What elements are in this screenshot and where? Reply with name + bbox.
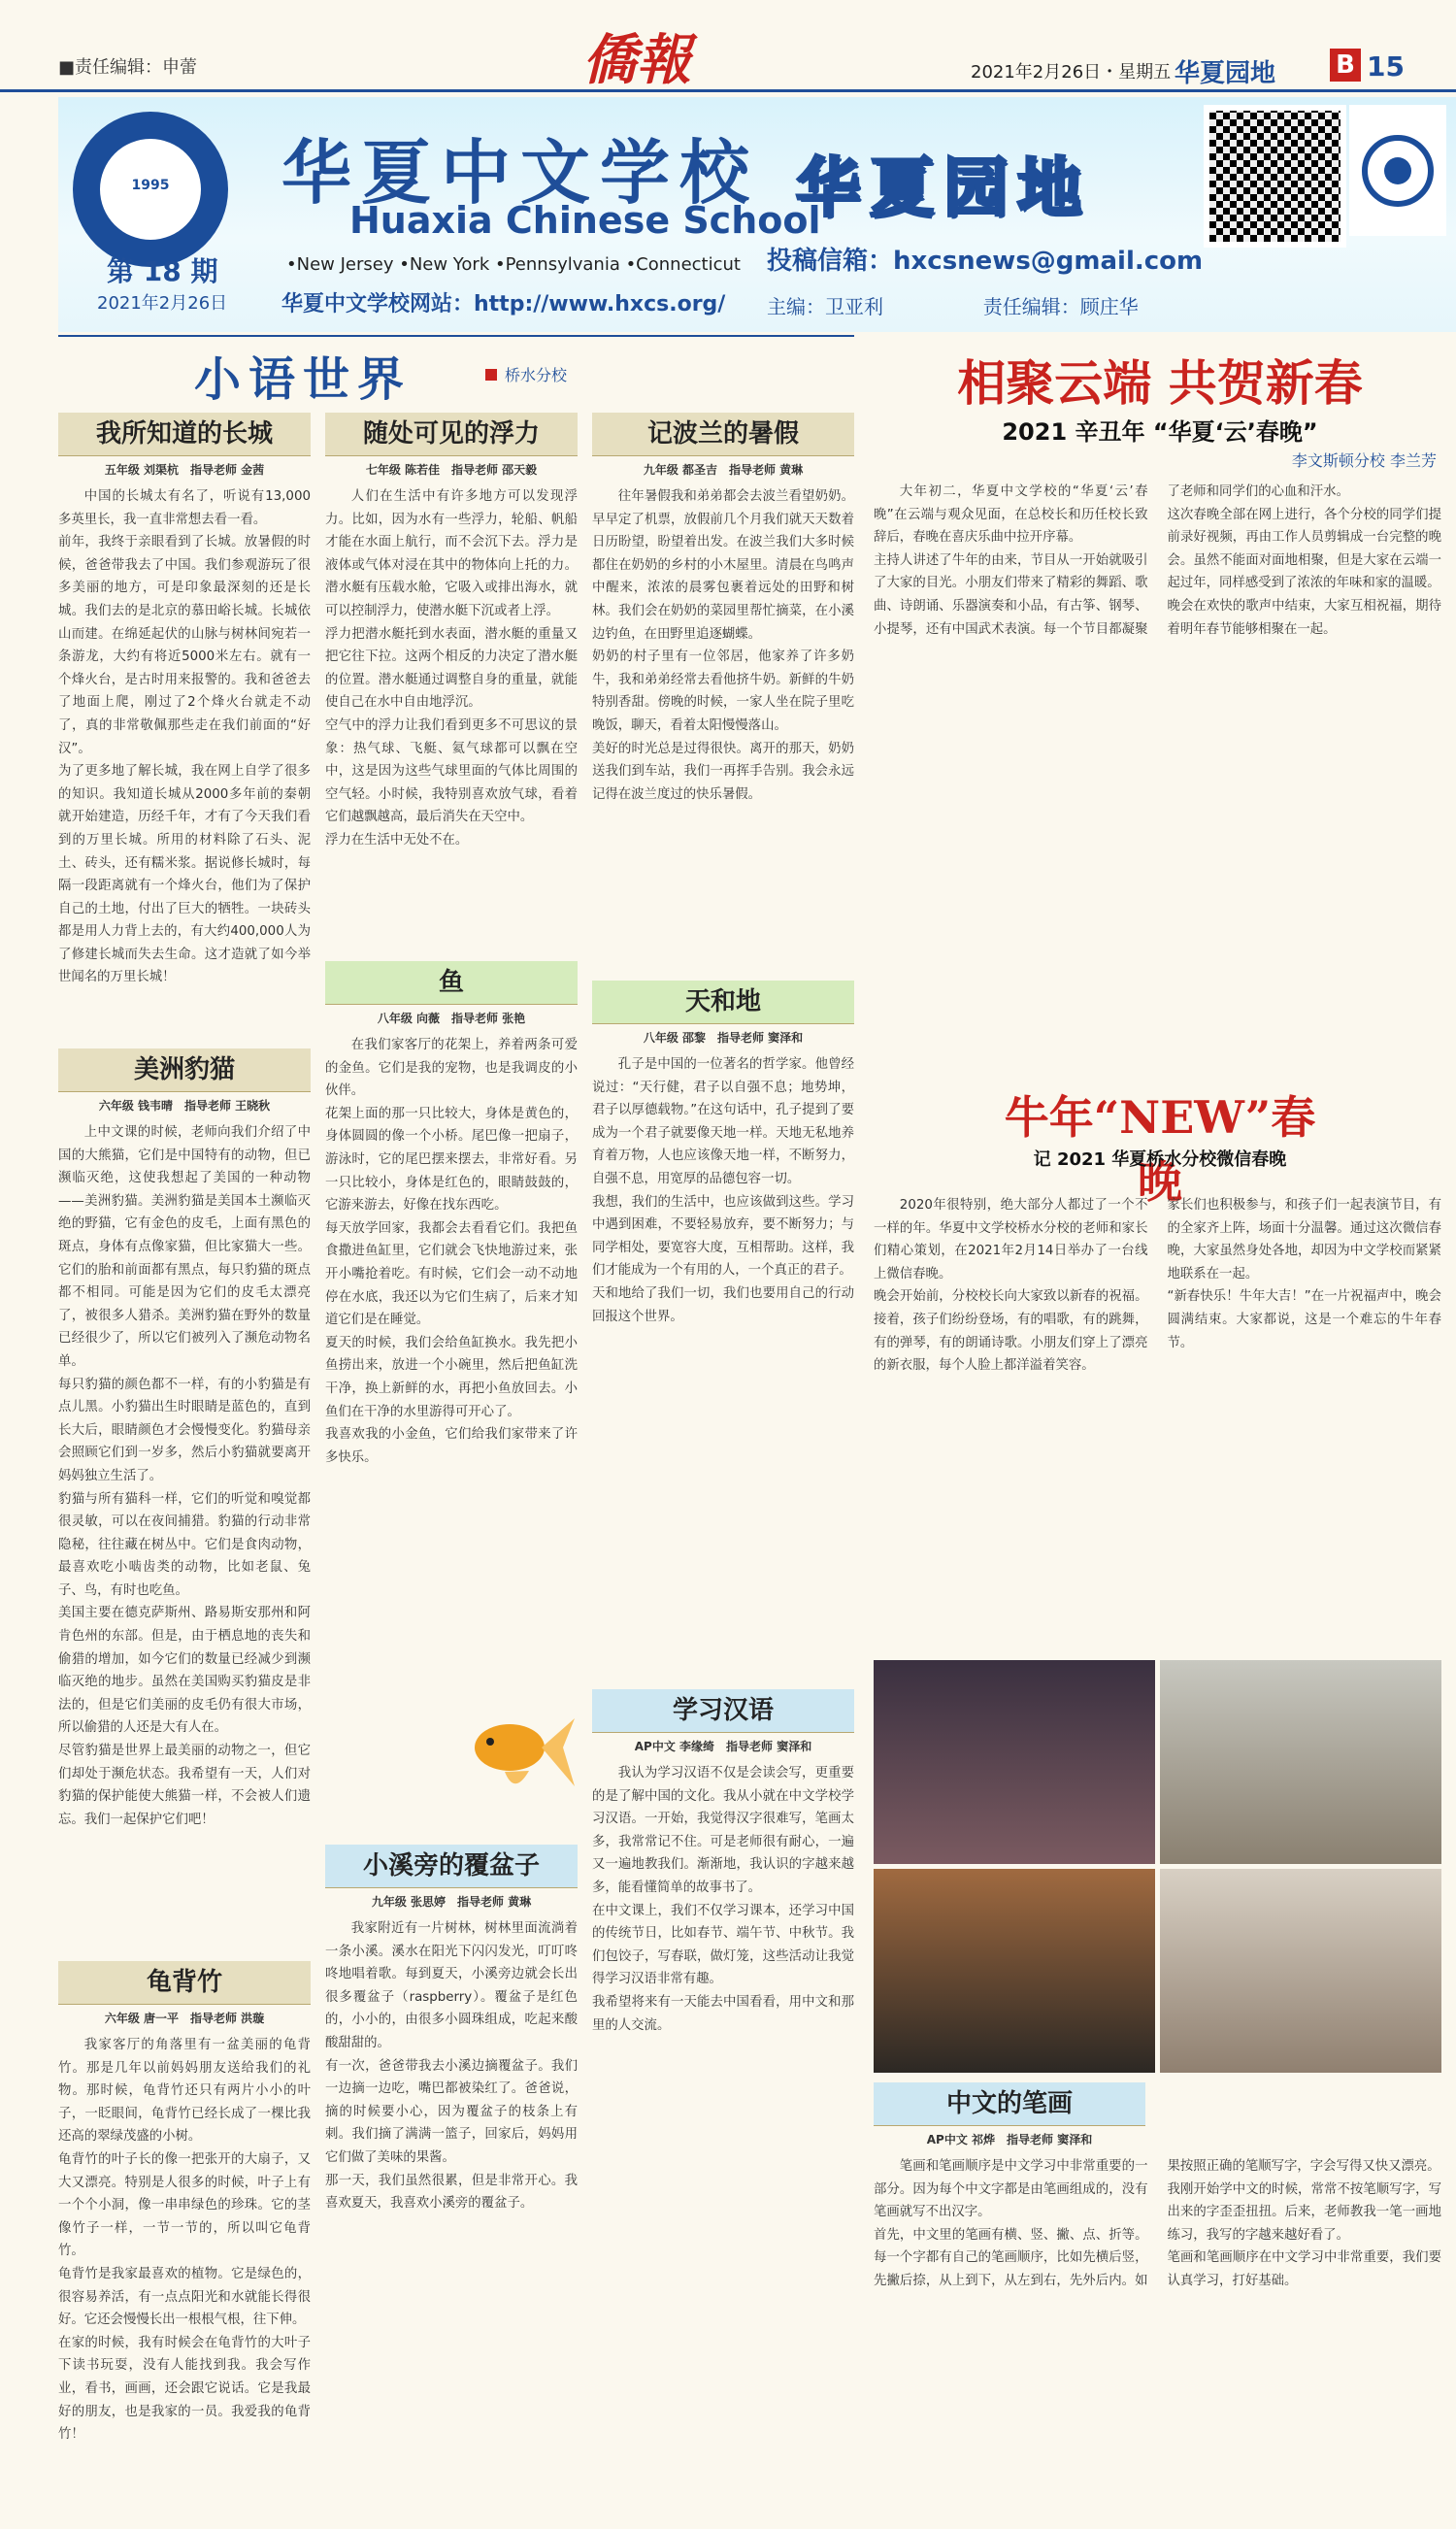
article-title: 天和地: [592, 981, 854, 1024]
article-byline: 九年级 张思婷 指导老师 黄琳: [371, 1895, 532, 1909]
newspaper-logo: 僑報: [582, 28, 691, 92]
article-body: 我家客厅的角落里有一盆美丽的龟背竹。那是几年以前妈妈朋友送给我们的礼物。那时候，龟背竹还只有两片小小的叶子，一眨眼间，龟背竹已经长成了一棵比我还高的翠绿茂盛的小树。 龟背竹的叶子长的像一把张开的大扇子，又大又漂亮。特别是人很多的时候，叶子上有一个个小洞，像一串串绿色的珍珠。它的茎像竹子一样，一节一节的，所以叫它龟背竹。 龟背竹是我家最喜欢的植物。它是绿色的，很容易养活，有一点点阳光和水就能长得很好。它还会慢慢长出一根根气根，往下伸。 在家的时候，我有时候会在龟背竹的大叶子下读书玩耍，没有人能找到我。我会写作业，看书，画画，还会跟它说话。它是我最好的朋友，也是我家的一员。我爱我的龟背竹！: [58, 2038, 311, 2443]
article-title: 中文的笔画: [874, 2082, 1145, 2126]
feature2-subtitle: 记 2021 华夏桥水分校微信春晚: [1033, 1149, 1287, 1170]
feature-body: 大年初二，华夏中文学校的“华夏‘云’春晚”在云端与观众见面，在总校长和历任校长致辞后，春晚在喜庆乐曲中拉开序幕。 主持人讲述了牛年的由来，节目从一开始就吸引了大家的目光。小朋友们带来了精彩的舞蹈、歌曲、诗朗诵、乐器演奏和小品，有古筝、钢琴、小提琴，还有中国武术表演。每一个节目都凝聚了老师和同学们的心血和汗水。 这次春晚全部在网上进行，各个分校的同学们提前录好视频，再由工作人员剪辑成一台完整的晚会。虽然不能面对面地相聚，但是大家在云端一起过年，同样感受到了浓浓的年味和家的温暖。 晚会在欢快的歌声中结束，大家互相祝福，期待着明年春节能够相聚在一起。: [874, 484, 1441, 637]
family-photo: [1160, 1660, 1441, 1864]
article-title: 记波兰的暑假: [592, 413, 854, 456]
article-byline: 八年级 向薇 指导老师 张艳: [377, 1012, 526, 1025]
school-seal-icon: [73, 112, 228, 267]
huaxia-garden-title: 华夏园地: [796, 150, 1091, 225]
issue-number: 第 18 期: [107, 255, 218, 287]
guzheng-photo: [874, 1869, 1155, 2073]
article-body: 中国的长城太有名了，听说有13,000多英里长，我一直非常想去看一看。 前年，我终于亲眼看到了长城。放暑假的时候，爸爸带我去了中国。我们参观游玩了很多美丽的地方，可是印象最深刻的还是长城。我们去的是北京的慕田峪长城。长城依山而建。在绵延起伏的山脉与树林间宛若一条游龙，大约有将近5000米左右。就有一个烽火台，是古时用来报警的。我和爸爸去了地面上爬，刚过了2个烽火台就走不动了，真的非常敬佩那些走在我们前面的“好汉”。 为了更多地了解长城，我在网上自学了很多的知识。我知道长城从2000多年前的秦朝就开始建造，历经千年，才有了今天我们看到的万里长城。所用的材料除了石头、泥土、砖头，还有糯米浆。据说修长城时，每隔一段距离就有一个烽火台，他们为了保护自己的土地，付出了巨大的牺牲。一块砖头都是用人力背上去的，有大约400,000人为了修建长城而失去生命。这才造就了如今举世闻名的万里长城！: [58, 489, 311, 985]
article-title: 龟背竹: [58, 1961, 311, 2005]
performance-photo: [874, 1660, 1155, 1864]
editor-label: ■责任编辑：申蕾: [58, 57, 198, 78]
goldfish-illustration-icon: [456, 1699, 578, 1806]
article-title: 学习汉语: [592, 1689, 854, 1733]
feature-title: 相聚云端 共贺新春: [957, 354, 1363, 412]
qr-code-icon[interactable]: [1204, 105, 1346, 248]
article-body: 我认为学习汉语不仅是会读会写，更重要的是了解中国的文化。我从小就在中文学校学习汉语。一开始，我觉得汉字很难写，笔画太多，我常常记不住。可是老师很有耐心，一遍又一遍地教我们。渐渐地，我认识的字越来越多，能看懂简单的故事书了。 在中文课上，我们不仅学习课本，还学习中国的传统节日，比如春节、端午节、中秋节。我们包饺子，写春联，做灯笼，这些活动让我觉得学习汉语非常有趣。 我希望将来有一天能去中国看看，用中文和那里的人交流。: [592, 1766, 854, 2033]
section-name: 华夏园地: [1175, 59, 1276, 88]
article-body: 人们在生活中有许多地方可以发现浮力。比如，因为水有一些浮力，轮船、帆船才能在水面上航行，而不会沉下去。浮力是液体或气体对浸在其中的物体向上托的力。潜水艇有压载水舱，它吸入或排出海水，就可以控制浮力，使潜水艇下沉或者上浮。 浮力把潜水艇托到水表面，潜水艇的重量又把它往下拉。这两个相反的力决定了潜水艇的位置。潜水艇通过调整自身的重量，就能使自己在水中自由地浮沉。 空气中的浮力让我们看到更多不可思议的景象：热气球、飞艇、氦气球都可以飘在空中，这是因为这些气球里面的气体比周围的空气轻。小时候，我特别喜欢放气球，看着它们越飘越高，最后消失在天空中。 浮力在生活中无处不在。: [325, 489, 578, 848]
article-title: 鱼: [325, 961, 578, 1005]
article-title: 小溪旁的覆盆子: [325, 1845, 578, 1888]
article-byline: AP中文 祁烨 指导老师 窦泽和: [926, 2133, 1093, 2146]
school-logo-qr-icon: [1349, 105, 1446, 236]
section-title: 小语世界: [194, 352, 413, 407]
section-rule: [58, 335, 854, 337]
submission-email[interactable]: 投稿信箱：hxcsnews@gmail.com: [767, 247, 1204, 276]
section-branch: 桥水分校: [505, 366, 568, 384]
responsible-editor: 责任编辑：顾庄华: [982, 295, 1139, 318]
article-body: 我家附近有一片树林，树林里面流淌着一条小溪。溪水在阳光下闪闪发光，叮叮咚咚地唱着歌。每到夏天，小溪旁边就会长出很多覆盆子（raspberry）。覆盆子是红色的，小小的，由很多小圆珠组成，吃起来酸酸甜甜的。 有一次，爸爸带我去小溪边摘覆盆子。我们一边摘一边吃，嘴巴都被染红了。爸爸说，摘的时候要小心，因为覆盆子的枝条上有刺。我们摘了满满一篮子，回家后，妈妈用它们做了美味的果酱。 那一天，我们虽然很累，但是非常开心。我喜欢夏天，我喜欢小溪旁的覆盆子。: [325, 1921, 578, 2212]
article-title: 美洲豹猫: [58, 1048, 311, 1092]
article-body: 往年暑假我和弟弟都会去波兰看望奶奶。早早定了机票，放假前几个月我们就天天数着日历盼望，盼望着出发。在波兰我们大多时候都住在奶奶的乡村的小木屋里。清晨在鸟鸣声中醒来，浓浓的晨雾包裹着远处的田野和树林。我们会在奶奶的菜园里帮忙摘菜，在小溪边钓鱼，在田野里追逐蝴蝶。 奶奶的村子里有一位邻居，他家养了许多奶牛，我和弟弟经常去看他挤牛奶。新鲜的牛奶特别香甜。傍晚的时候，一家人坐在院子里吃晚饭，聊天，看着太阳慢慢落山。 美好的时光总是过得很快。离开的那天，奶奶送我们到车站，我们一再挥手告别。我会永远记得在波兰度过的快乐暑假。: [592, 489, 854, 802]
school-name-english: Huaxia Chinese School: [349, 199, 821, 242]
feature-subtitle: 2021 辛丑年 “华夏‘云’春晚”: [1002, 418, 1318, 446]
article-body: 上中文课的时候，老师向我们介绍了中国的大熊猫，它们是中国特有的动物，但已濒临灭绝，这使我想起了美国的一种动物——美洲豹猫。美洲豹猫是美国本土濒临灭绝的野猫，它有金色的皮毛，上面有黑色的斑点，身体有点像家猫，但比家猫大一些。它们的胎和前面都有黑点，每只豹猫的斑点都不相同。可能是因为它们的皮毛太漂亮了，被很多人猎杀。美洲豹猫在野外的数量已经很少了，所以它们被列入了濒危动物名单。 每只豹猫的颜色都不一样，有的小豹猫是有点儿黑。小豹猫出生时眼睛是蓝色的，直到长大后，眼睛颜色才会慢慢变化。豹猫母亲会照顾它们到一岁多，然后小豹猫就要离开妈妈独立生活了。 豹猫与所有猫科一样，它们的听觉和嗅觉都很灵敏，可以在夜间捕猎。豹猫的行动非常隐秘，往往藏在树丛中。它们是食肉动物，最喜欢吃小啮齿类的动物，比如老鼠、兔子、鸟，有时也吃鱼。 美国主要在德克萨斯州、路易斯安那州和阿肯色州的东部。但是，由于栖息地的丧失和偷猎的增加，如今它们的数量已经减少到濒临灭绝的地步。虽然在美国购买豹猫皮是非法的，但是它们美丽的皮毛仍有很大市场，所以偷猎的人还是大有人在。 尽管豹猫是世界上最美丽的动物之一，但它们却处于濒危状态。我希望有一天，人们对豹猫的保护能使大熊猫一样，不会被人们遗忘。我们一起保护它们吧！: [58, 1125, 311, 1827]
article-body: 孔子是中国的一位著名的哲学家。他曾经说过：“天行健，君子以自强不息；地势坤，君子以厚德载物。”在这句话中，孔子提到了要成为一个君子就要像天地一样。天地无私地养育着万物，人也应该像天地一样，不断努力，自强不息，用宽厚的品德包容一切。 我想，我们的生活中，也应该做到这些。学习中遇到困难，不要轻易放弃，要不断努力；与同学相处，要宽容大度，互相帮助。这样，我们才能成为一个有用的人，一个真正的君子。 天和地给了我们一切，我们也要用自己的行动回报这个世界。: [592, 1057, 854, 1324]
page-number: 15: [1367, 50, 1405, 83]
piano-photo: [1160, 1869, 1441, 2073]
article-byline: 八年级 邵黎 指导老师 窦泽和: [643, 1031, 804, 1045]
article-body: 笔画和笔画顺序是中文学习中非常重要的一部分。因为每个中文字都是由笔画组成的，没有笔画就写不出汉字。 首先，中文里的笔画有横、竖、撇、点、折等。每一个字都有自己的笔画顺序，比如先横后竖，先撇后捺，从上到下，从左到右，先外后内。如果按照正确的笔顺写字，字会写得又快又漂亮。 我刚开始学中文的时候，常常不按笔顺写字，写出来的字歪歪扭扭。后来，老师教我一笔一画地练习，我写的字越来越好看了。 笔画和笔画顺序在中文学习中非常重要，我们要认真学习，打好基础。: [874, 2159, 1441, 2288]
chief-editor: 主编：卫亚利: [767, 295, 883, 318]
feature2-title: 牛年“NEW”春晚: [1004, 1091, 1316, 1208]
article-byline: 六年级 唐一平 指导老师 洪璇: [104, 2012, 265, 2025]
page-letter-badge: B: [1330, 49, 1361, 82]
feature-byline: 李文斯顿分校 李兰芳: [1291, 451, 1437, 470]
article-byline: AP中文 李缘绮 指导老师 窦泽和: [634, 1740, 812, 1753]
article-byline: 六年级 钱韦晴 指导老师 王晓秋: [98, 1099, 271, 1113]
article-byline: 五年级 刘渠杭 指导老师 金茜: [104, 463, 265, 477]
editor-credits: [767, 291, 1139, 319]
article-byline: 七年级 陈若佳 指导老师 邵天毅: [365, 463, 538, 477]
school-name-chinese: 华夏中文学校: [281, 131, 760, 214]
issue-date-top: 2021年2月26日・星期五: [971, 62, 1172, 83]
article-title: 我所知道的长城: [58, 413, 311, 456]
article-title: 随处可见的浮力: [325, 413, 578, 456]
states-list: •New Jersey •New York •Pennsylvania •Connecticut: [286, 254, 741, 275]
website-link[interactable]: 华夏中文学校网站：http://www.hxcs.org/: [281, 292, 726, 316]
feature2-body: 2020年很特别，绝大部分人都过了一个不一样的年。华夏中文学校桥水分校的老师和家长们精心策划，在2021年2月14日举办了一台线上微信春晚。 晚会开始前，分校校长向大家致以新春的祝福。接着，孩子们纷纷登场，有的唱歌，有的跳舞，有的弹琴，有的朗诵诗歌。小朋友们穿上了漂亮的新衣服，每个人脸上都洋溢着笑容。 家长们也积极参与，和孩子们一起表演节目，有的全家齐上阵，场面十分温馨。通过这次微信春晚，大家虽然身处各地，却因为中文学校而紧紧地联系在一起。 “新春快乐！牛年大吉！”在一片祝福声中，晚会圆满结束。大家都说，这是一个难忘的牛年春节。: [874, 1198, 1441, 1374]
section-marker-icon: [485, 369, 497, 381]
article-byline: 九年级 都圣吉 指导老师 黄琳: [643, 463, 804, 477]
issue-date: 2021年2月26日: [97, 293, 228, 314]
article-body: 在我们家客厅的花架上，养着两条可爱的金鱼。它们是我的宠物，也是我调皮的小伙伴。 花架上面的那一只比较大，身体是黄色的，身体圆圆的像一个小桥。尾巴像一把扇子，游泳时，它的尾巴摆来摆去，非常好看。另一只比较小，身体是红色的，眼睛鼓鼓的，它游来游去，好像在找东西吃。 每天放学回家，我都会去看看它们。我把鱼食撒进鱼缸里，它们就会飞快地游过来，张开小嘴抢着吃。有时候，它们会一动不动地停在水底，我还以为它们生病了，后来才知道它们是在睡觉。 夏天的时候，我们会给鱼缸换水。我先把小鱼捞出来，放进一个小碗里，然后把鱼缸洗干净，换上新鲜的水，再把小鱼放回去。小鱼们在干净的水里游得可开心了。 我喜欢我的小金鱼，它们给我们家带来了许多快乐。: [325, 1038, 578, 1465]
seal-year: 1995: [131, 178, 170, 193]
